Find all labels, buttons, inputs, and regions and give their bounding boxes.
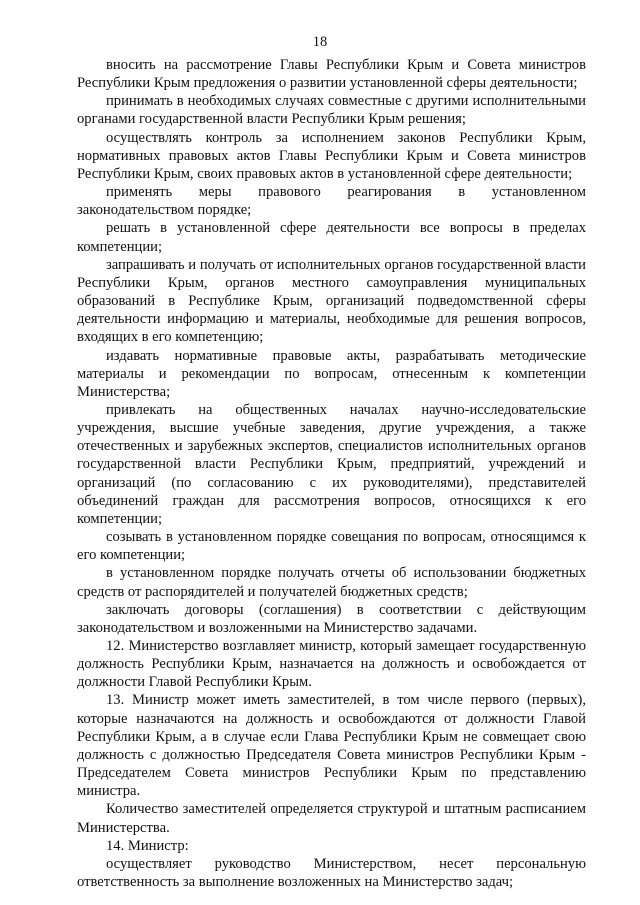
paragraph: осуществляет руководство Министерством, несет персональную ответственность за выполнение возложенных на Министерство задач; [77,855,586,891]
paragraph: привлекать на общественных началах научно-исследовательские учреждения, высшие учебные заведения, другие учреждения, а также отечественных и зарубежных экспертов, специалистов исполнительных органов государственной власти Республики Крым, предприятий, учреждений и организаций (по согласованию с их руководителями), представителей объединений граждан для рассмотрения вопросов, относящихся к его компетенции; [77,401,586,527]
paragraph: применять меры правового реагирования в установленном законодательством порядке; [77,184,586,219]
paragraph: созывать в установленном порядке совещания по вопросам, относящимся к его компетенции; [77,529,586,564]
document-body [77,56,586,891]
paragraph-item-13: 13. Министр может иметь заместителей, в том числе первого (первых), которые назначаются на должность и освобождаются от должности Главой Республики Крым, а в случае если Глава Республики Крым не совмещает свою должность с должностью Председателя Совета министров Республики Крым - Председателем Совета министров Республики Крым по представлению министра. [77,692,586,800]
page-number: 18 [312,34,328,50]
paragraph: вносить на рассмотрение Главы Республики Крым и Совета министров Республики Крым предложения о развитии установленной сферы деятельности; [77,57,586,92]
paragraph: принимать в необходимых случаях совместные с другими исполнительными органами государственной власти Республики Крым решения; [77,93,586,128]
paragraph: в установленном порядке получать отчеты об использовании бюджетных средств от распорядителей и получателей бюджетных средств; [77,565,586,600]
paragraph: издавать нормативные правовые акты, разрабатывать методические материалы и рекомендации по вопросам, отнесенным к компетенции Министерства; [77,347,586,400]
paragraph: осуществлять контроль за исполнением законов Республики Крым, нормативных правовых актов Главы Республики Крым и Совета министров Республики Крым, своих правовых актов в установленной сфере деятельности; [77,129,586,182]
paragraph-item-14: 14. Министр: [106,837,189,854]
paragraph: запрашивать и получать от исполнительных органов государственной власти Республики Крым, органов местного самоуправления муниципальных образований в Республике Крым, организаций подведомственной сферы деятельности информацию и материалы, необходимые для решения вопросов, входящих в его компетенцию; [77,256,586,346]
paragraph-item-12: 12. Министерство возглавляет министр, который замещает государственную должность Республики Крым, назначается на должность и освобождается от должности Главой Республики Крым. [77,638,586,691]
paragraph: Количество заместителей определяется структурой и штатным расписанием Министерства. [77,801,586,836]
paragraph: заключать договоры (соглашения) в соответствии с действующим законодательством и возложенными на Министерство задачами. [77,601,586,636]
paragraph: решать в установленной сфере деятельности все вопросы в пределах компетенции; [77,220,586,255]
